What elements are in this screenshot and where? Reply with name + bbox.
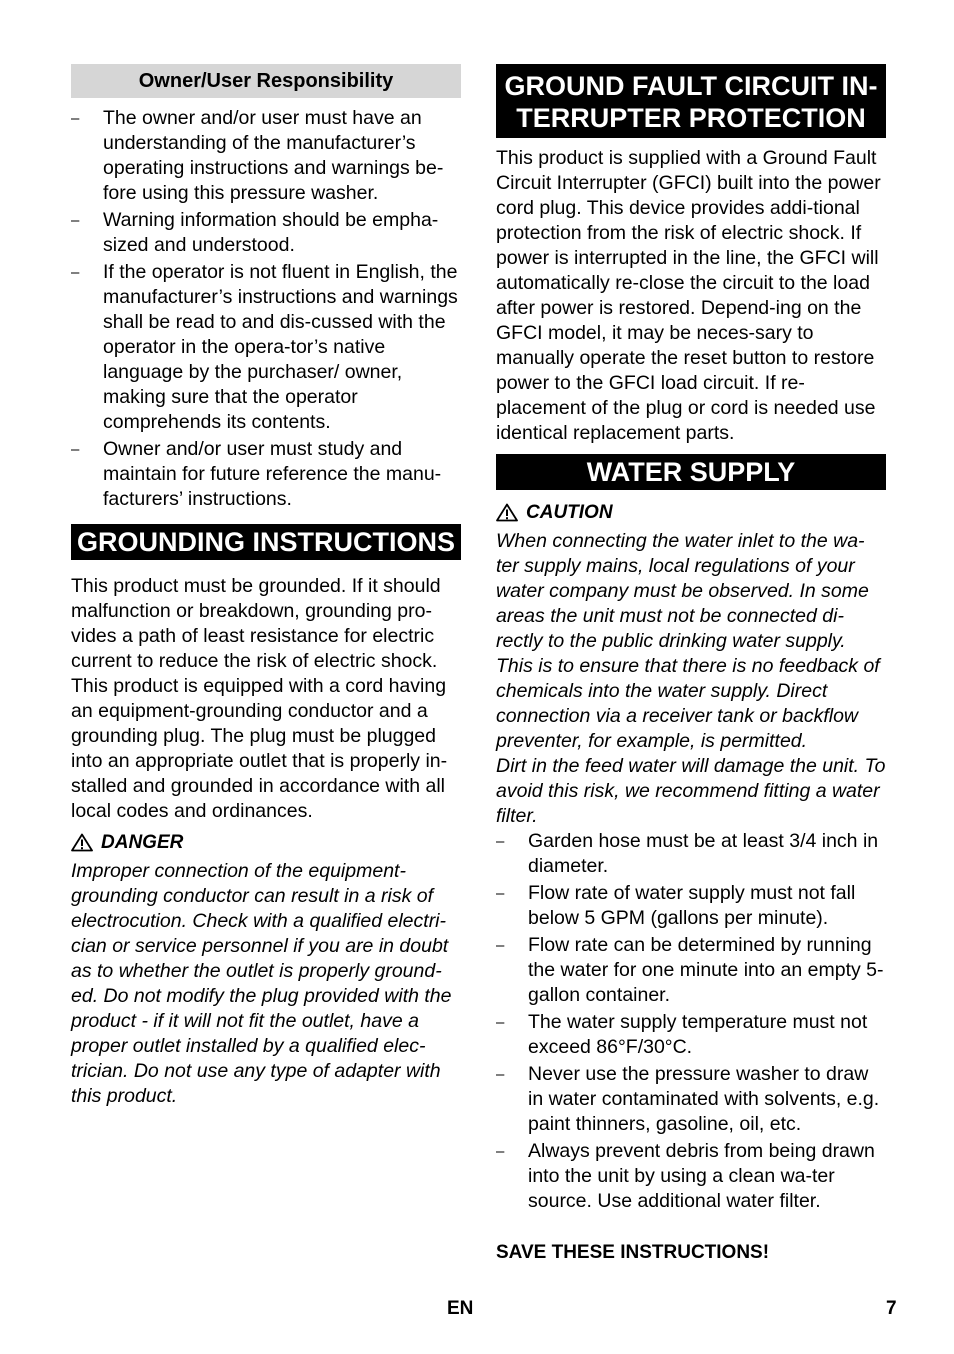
page-number: 7 xyxy=(886,1298,897,1319)
list-item: – Always prevent debris from being drawn into the unit by using a clean wa-ter source. Use additional water filter. xyxy=(496,1140,875,1212)
dash-icon: – xyxy=(496,1014,505,1031)
caution-text-2: Dirt in the feed water will damage the unit. To avoid this risk, we recommend fitting a water filter. xyxy=(496,755,886,827)
list-item: – Never use the pressure washer to draw in water contaminated with solvents, e.g. paint thinners, gasoline, oil, etc. xyxy=(496,1063,880,1135)
gfci-heading: GROUND FAULT CIRCUIT IN-TERRUPTER PROTECTION xyxy=(496,64,886,138)
footer-language: EN xyxy=(447,1298,474,1319)
caution-text-1: When connecting the water inlet to the wa-ter supply mains, local regulations of your water company must be observed. In some areas the unit must not be connected di-rectly to the public drinking water supply. This is to ensure that there is no feedback of chemicals into the water supply. Direct connection via a receiver tank or backflow preventer, for example, is permitted. xyxy=(496,530,880,752)
grounding-text: This product must be grounded. If it should malfunction or breakdown, grounding pro-vides a path of least resistance for electric current to reduce the risk of electric shock. This product is equipped with a cord having an equipment-grounding conductor and a grounding plug. The plug must be plugged into an appropriate outlet that is properly in-stalled and grounded in accordance with all local codes and ordinances. xyxy=(71,575,448,822)
list-item: – Flow rate of water supply must not fall below 5 GPM (gallons per minute). xyxy=(496,882,856,929)
list-item: – Owner and/or user must study and maintain for future reference the manu-facturers’ instructions. xyxy=(71,438,442,510)
list-item: – Garden hose must be at least 3/4 inch in diameter. xyxy=(496,830,879,877)
left-column xyxy=(71,64,461,1109)
warning-triangle-icon xyxy=(496,503,518,522)
warning-triangle-icon xyxy=(71,833,93,852)
dash-icon: – xyxy=(496,937,505,954)
dash-icon: – xyxy=(71,212,80,229)
danger-text: Improper connection of the equipment-grounding conductor can result in a risk of electrocution. Check with a qualified electri-cian or service personnel if you are in doubt as to whether the outlet is properly ground-ed. Do not modify the plug provided with the product - if it will not fit the outlet, have a proper outlet installed by a qualified elec-trician. Do not use any type of adapter with this product. xyxy=(71,860,452,1107)
dash-icon: – xyxy=(496,1143,505,1160)
dash-icon: – xyxy=(71,441,80,458)
grounding-heading: GROUNDING INSTRUCTIONS xyxy=(71,524,461,560)
list-item: – The water supply temperature must not exceed 86°F/30°C. xyxy=(496,1011,868,1058)
dash-icon: – xyxy=(71,264,80,281)
right-column xyxy=(496,64,886,1265)
water-supply-list xyxy=(496,829,886,1214)
list-item: – If the operator is not fluent in English, the manufacturer’s instructions and warnings shall be read to and dis-cussed with the operator in the opera-tor’s native language by the purchaser/ owner, making sure that the operator comprehends its contents. xyxy=(71,261,458,433)
caution-label: CAUTION xyxy=(496,500,886,525)
list-item: – Warning information should be empha-sized and understood. xyxy=(71,209,439,256)
gfci-text: This product is supplied with a Ground Fault Circuit Interrupter (GFCI) built into the power cord plug. This device provides addi-tional protection from the risk of electric shock. If power is interrupted in the line, the GFCI will automatically re-close the circuit to the load after power is restored. Depend-ing on the GFCI model, it may be neces-sary to manually operate the reset button to restore power to the GFCI load circuit. If re-placement of the plug or cord is needed use identical replacement parts. xyxy=(496,147,881,444)
danger-label: DANGER xyxy=(71,830,461,855)
owner-responsibility-list xyxy=(71,106,461,512)
save-instructions: SAVE THESE INSTRUCTIONS! xyxy=(496,1242,770,1263)
list-item: – Flow rate can be determined by running the water for one minute into an empty 5-gallon container. xyxy=(496,934,884,1006)
water-supply-heading: WATER SUPPLY xyxy=(496,454,886,490)
dash-icon: – xyxy=(71,110,80,127)
dash-icon: – xyxy=(496,833,505,850)
owner-responsibility-heading: Owner/User Responsibility xyxy=(71,64,461,98)
dash-icon: – xyxy=(496,885,505,902)
dash-icon: – xyxy=(496,1066,505,1083)
list-item: – The owner and/or user must have an understanding of the manufacturer’s operating instructions and warnings be-fore using this pressure washer. xyxy=(71,107,444,204)
